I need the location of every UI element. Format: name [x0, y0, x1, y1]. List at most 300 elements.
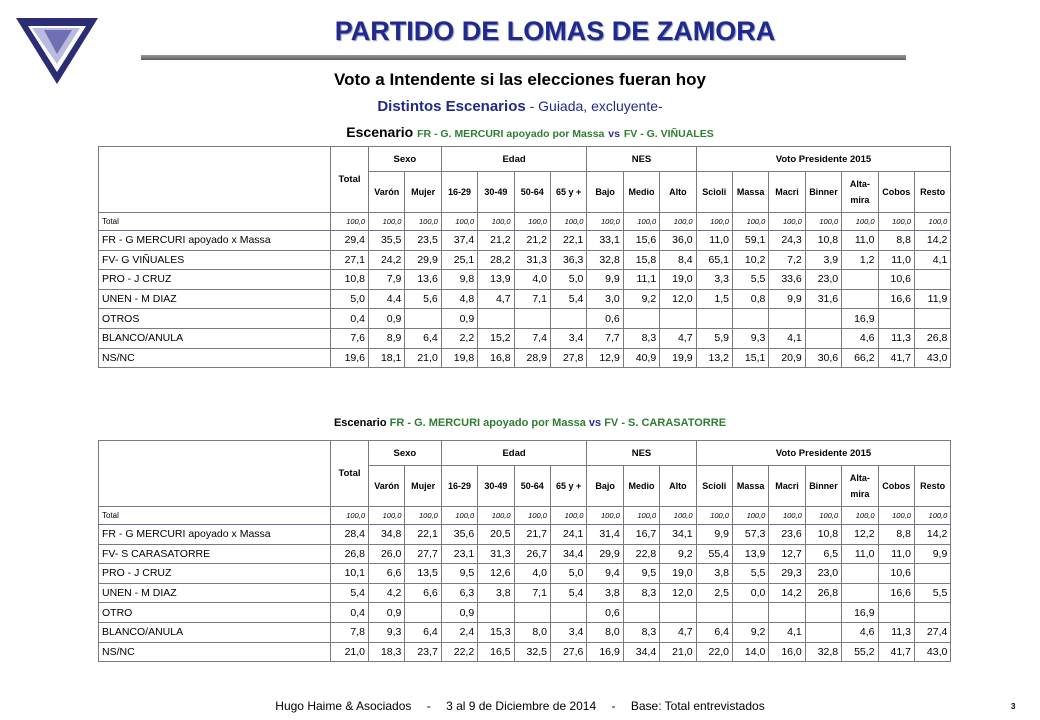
row-label: BLANCO/ANULA: [99, 328, 331, 348]
table-cell: 25,1: [441, 250, 477, 270]
table-cell: 100,0: [331, 507, 369, 525]
table-cell: 100,0: [331, 213, 369, 231]
table-cell: 11,3: [878, 328, 914, 348]
table-cell: [914, 564, 950, 584]
table-cell: 21,0: [331, 642, 369, 662]
table-cell: 10,8: [331, 270, 369, 290]
table-cell: 9,9: [769, 289, 805, 309]
column-header: Resto: [914, 466, 950, 507]
group-header: NES: [587, 147, 696, 172]
table-cell: 100,0: [660, 507, 696, 525]
table-cell: 29,9: [405, 250, 441, 270]
table-cell: 12,9: [587, 348, 623, 368]
scenarios-heading: [0, 98, 1040, 115]
table-cell: 16,9: [842, 309, 878, 329]
table-cell: [478, 603, 514, 623]
table-cell: 5,4: [331, 583, 369, 603]
table-cell: 6,6: [369, 564, 405, 584]
table-cell: 14,0: [732, 642, 768, 662]
table-cell: [623, 309, 659, 329]
table-cell: 15,8: [623, 250, 659, 270]
table-cell: 14,2: [914, 231, 950, 251]
table-cell: 4,4: [369, 289, 405, 309]
column-header: Alto: [660, 466, 696, 507]
table-cell: 9,3: [369, 622, 405, 642]
table-cell: 4,7: [660, 328, 696, 348]
group-header: Sexo: [369, 441, 442, 466]
table-cell: 14,2: [769, 583, 805, 603]
table-cell: [805, 603, 841, 623]
column-header: 50-64: [514, 466, 550, 507]
table-cell: 34,8: [369, 525, 405, 545]
table-cell: 3,9: [805, 250, 841, 270]
table-cell: 4,2: [369, 583, 405, 603]
table-cell: 8,0: [587, 622, 623, 642]
table-cell: [732, 603, 768, 623]
table-cell: 32,8: [805, 642, 841, 662]
table-cell: 9,2: [660, 544, 696, 564]
table-cell: 5,4: [550, 583, 586, 603]
row-label: FR - G MERCURI apoyado x Massa: [99, 231, 331, 251]
table-cell: 23,0: [805, 270, 841, 290]
table-cell: 5,4: [550, 289, 586, 309]
table-row: [99, 289, 951, 309]
table-cell: 31,3: [478, 544, 514, 564]
footer-base: Base: Total entrevistados: [630, 699, 765, 713]
table-cell: 35,6: [441, 525, 477, 545]
table-cell: 7,1: [514, 289, 550, 309]
table-row: [99, 525, 951, 545]
table-cell: 22,0: [696, 642, 732, 662]
table-cell: 5,9: [696, 328, 732, 348]
table-cell: 43,0: [914, 348, 950, 368]
header-corner: [99, 147, 331, 213]
table-cell: 19,9: [660, 348, 696, 368]
table-cell: 12,7: [769, 544, 805, 564]
table-cell: 6,3: [441, 583, 477, 603]
table-cell: 100,0: [623, 213, 659, 231]
table-cell: 11,3: [878, 622, 914, 642]
group-header-row: [99, 147, 951, 172]
table-cell: 16,6: [878, 583, 914, 603]
column-header: Bajo: [587, 466, 623, 507]
table-cell: 27,1: [331, 250, 369, 270]
table-cell: [696, 603, 732, 623]
group-header: NES: [587, 441, 696, 466]
table-cell: [623, 603, 659, 623]
table-cell: 19,0: [660, 270, 696, 290]
table-cell: 21,7: [514, 525, 550, 545]
column-header: Varón: [369, 172, 405, 213]
table-cell: 12,0: [660, 583, 696, 603]
table-cell: 10,1: [331, 564, 369, 584]
table-cell: 34,4: [623, 642, 659, 662]
table-cell: 4,7: [478, 289, 514, 309]
table-row: [99, 328, 951, 348]
table-cell: 9,5: [441, 564, 477, 584]
table-cell: 20,9: [769, 348, 805, 368]
row-label: FR - G MERCURI apoyado x Massa: [99, 525, 331, 545]
table-cell: 31,6: [805, 289, 841, 309]
footer-sep-1: -: [426, 699, 431, 713]
table-cell: 2,2: [441, 328, 477, 348]
table-cell: 23,0: [805, 564, 841, 584]
table-cell: 5,5: [914, 583, 950, 603]
table-cell: 30,6: [805, 348, 841, 368]
table-cell: 21,2: [478, 231, 514, 251]
table-cell: [842, 289, 878, 309]
table-cell: 33,1: [587, 231, 623, 251]
table-cell: 23,5: [405, 231, 441, 251]
table-cell: [878, 309, 914, 329]
table-cell: 36,0: [660, 231, 696, 251]
table-cell: 28,4: [331, 525, 369, 545]
table-cell: [696, 309, 732, 329]
table-cell: [514, 603, 550, 623]
column-header: 30-49: [478, 466, 514, 507]
table-cell: 4,1: [769, 622, 805, 642]
table-cell: 26,8: [331, 544, 369, 564]
table-cell: 8,3: [623, 583, 659, 603]
table-cell: 5,0: [550, 270, 586, 290]
table-cell: 7,9: [369, 270, 405, 290]
table-cell: 6,4: [405, 328, 441, 348]
table-cell: [914, 309, 950, 329]
table-cell: 100,0: [623, 507, 659, 525]
table-cell: 9,9: [696, 525, 732, 545]
table-cell: 40,9: [623, 348, 659, 368]
table-cell: 9,9: [914, 544, 950, 564]
table-cell: [805, 328, 841, 348]
table-row: [99, 213, 951, 231]
table-cell: 20,5: [478, 525, 514, 545]
column-header: Alto: [660, 172, 696, 213]
table-cell: 0,9: [441, 603, 477, 623]
table-cell: 5,5: [732, 564, 768, 584]
table-cell: 5,6: [405, 289, 441, 309]
table-cell: 13,9: [478, 270, 514, 290]
table-cell: 22,1: [550, 231, 586, 251]
table-cell: [842, 564, 878, 584]
row-label: PRO - J CRUZ: [99, 564, 331, 584]
page-title: PARTIDO DE LOMAS DE ZAMORA: [334, 16, 776, 46]
table-cell: [769, 603, 805, 623]
scenario-1-word: Escenario: [346, 124, 414, 140]
table-cell: 16,5: [478, 642, 514, 662]
table-row: [99, 544, 951, 564]
table-cell: 4,7: [660, 622, 696, 642]
table-cell: 0,8: [732, 289, 768, 309]
results-table-2: [98, 440, 951, 662]
table-row: [99, 348, 951, 368]
table-cell: 100,0: [441, 507, 477, 525]
table-cell: 34,1: [660, 525, 696, 545]
table-cell: 1,2: [842, 250, 878, 270]
table-cell: 8,3: [623, 622, 659, 642]
table-cell: 6,4: [696, 622, 732, 642]
scenario-1-fv: FV - G. VIÑUALES: [623, 128, 714, 140]
table-cell: 8,4: [660, 250, 696, 270]
column-header: Varón: [369, 466, 405, 507]
table-cell: 100,0: [696, 507, 732, 525]
table-cell: 16,9: [842, 603, 878, 623]
column-header: Cobos: [878, 172, 914, 213]
footer-author: Hugo Haime & Asociados: [275, 699, 412, 713]
table-cell: 9,3: [732, 328, 768, 348]
table-cell: 10,8: [805, 525, 841, 545]
table-cell: 7,4: [514, 328, 550, 348]
table-cell: 100,0: [478, 213, 514, 231]
table-row: [99, 231, 951, 251]
table-cell: 9,4: [587, 564, 623, 584]
table-cell: 29,3: [769, 564, 805, 584]
table-cell: 9,8: [441, 270, 477, 290]
table-cell: [805, 622, 841, 642]
table-cell: 6,5: [805, 544, 841, 564]
scenario-2-vs: vs: [588, 417, 602, 429]
table-cell: 15,2: [478, 328, 514, 348]
table-row: [99, 603, 951, 623]
table-cell: 66,2: [842, 348, 878, 368]
table-cell: 2,5: [696, 583, 732, 603]
table-cell: [878, 603, 914, 623]
table-cell: 100,0: [369, 507, 405, 525]
table-cell: 23,1: [441, 544, 477, 564]
table-cell: 41,7: [878, 642, 914, 662]
table-cell: 3,8: [478, 583, 514, 603]
column-header: Mujer: [405, 172, 441, 213]
table-cell: [660, 309, 696, 329]
table-cell: 3,4: [550, 328, 586, 348]
table-cell: 9,2: [732, 622, 768, 642]
table-cell: 26,7: [514, 544, 550, 564]
table-cell: 100,0: [769, 507, 805, 525]
row-label: NS/NC: [99, 348, 331, 368]
table-cell: 57,3: [732, 525, 768, 545]
table-cell: [550, 309, 586, 329]
table-cell: 37,4: [441, 231, 477, 251]
column-header: Cobos: [878, 466, 914, 507]
table-cell: 18,1: [369, 348, 405, 368]
table-cell: 12,2: [842, 525, 878, 545]
table-cell: 16,8: [478, 348, 514, 368]
table-cell: 100,0: [478, 507, 514, 525]
table-cell: 21,2: [514, 231, 550, 251]
column-header: Medio: [623, 466, 659, 507]
table-cell: 4,8: [441, 289, 477, 309]
table-cell: 100,0: [914, 213, 950, 231]
table-cell: 9,5: [623, 564, 659, 584]
table-cell: 9,9: [587, 270, 623, 290]
table-cell: 15,6: [623, 231, 659, 251]
table-cell: 6,6: [405, 583, 441, 603]
table-cell: 100,0: [369, 213, 405, 231]
table-cell: 13,5: [405, 564, 441, 584]
column-header: Massa: [732, 172, 768, 213]
table-cell: 16,6: [878, 289, 914, 309]
table-cell: 55,2: [842, 642, 878, 662]
table-cell: 23,7: [405, 642, 441, 662]
table-cell: 3,0: [587, 289, 623, 309]
column-header: Scioli: [696, 466, 732, 507]
table-row: [99, 309, 951, 329]
table-cell: 7,2: [769, 250, 805, 270]
row-label: OTROS: [99, 309, 331, 329]
table-cell: 100,0: [514, 213, 550, 231]
table-cell: 100,0: [805, 507, 841, 525]
table-cell: 0,9: [369, 309, 405, 329]
table-cell: 0,4: [331, 309, 369, 329]
table-cell: 100,0: [441, 213, 477, 231]
row-label: UNEN - M DIAZ: [99, 289, 331, 309]
table-cell: 12,0: [660, 289, 696, 309]
table-cell: [478, 309, 514, 329]
column-header: Medio: [623, 172, 659, 213]
column-header: 16-29: [441, 172, 477, 213]
table-cell: 13,6: [405, 270, 441, 290]
table-cell: 27,4: [914, 622, 950, 642]
table-cell: 5,0: [331, 289, 369, 309]
header-corner: [99, 441, 331, 507]
row-label: UNEN - M DIAZ: [99, 583, 331, 603]
table-cell: 31,4: [587, 525, 623, 545]
row-label: BLANCO/ANULA: [99, 622, 331, 642]
table-cell: 100,0: [514, 507, 550, 525]
table-cell: 22,8: [623, 544, 659, 564]
scenario-1-vs: vs: [608, 128, 620, 140]
table-cell: 100,0: [696, 213, 732, 231]
table-cell: 4,1: [769, 328, 805, 348]
scenario-2-fv: FV - S. CARASATORRE: [604, 417, 727, 429]
table-cell: 11,0: [842, 544, 878, 564]
column-header: Massa: [732, 466, 768, 507]
table-cell: 26,8: [914, 328, 950, 348]
table-cell: 1,5: [696, 289, 732, 309]
table-cell: 10,8: [805, 231, 841, 251]
table-cell: [732, 309, 768, 329]
table-cell: 15,3: [478, 622, 514, 642]
column-header: Alta- mira: [842, 466, 878, 507]
table-cell: 24,1: [550, 525, 586, 545]
table-cell: 100,0: [842, 507, 878, 525]
table-cell: 31,3: [514, 250, 550, 270]
table-row: [99, 622, 951, 642]
table-cell: 13,9: [732, 544, 768, 564]
table-cell: 100,0: [732, 507, 768, 525]
table-cell: 0,4: [331, 603, 369, 623]
table-cell: 4,1: [914, 250, 950, 270]
column-header: Mujer: [405, 466, 441, 507]
table-cell: 100,0: [660, 213, 696, 231]
table-row: [99, 270, 951, 290]
page-number: 3: [1011, 702, 1016, 711]
table-cell: 100,0: [550, 507, 586, 525]
table-cell: 14,2: [914, 525, 950, 545]
table-cell: 18,3: [369, 642, 405, 662]
column-header: 65 y +: [550, 172, 586, 213]
scenario-1-fr: FR - G. MERCURI apoyado por Massa: [417, 128, 605, 140]
table-cell: 8,3: [623, 328, 659, 348]
table-cell: 26,8: [805, 583, 841, 603]
table-cell: 32,5: [514, 642, 550, 662]
footer-sep-2: -: [611, 699, 616, 713]
table-cell: 8,0: [514, 622, 550, 642]
column-header: Scioli: [696, 172, 732, 213]
table-row: [99, 507, 951, 525]
subtitle: Voto a Intendente si las elecciones fueran hoy: [334, 70, 706, 89]
column-header: Macri: [769, 466, 805, 507]
table-cell: 100,0: [550, 213, 586, 231]
table-cell: 11,0: [696, 231, 732, 251]
table-cell: 100,0: [732, 213, 768, 231]
footer-date: 3 al 9 de Diciembre de 2014: [446, 699, 597, 713]
table-cell: 35,5: [369, 231, 405, 251]
table-cell: 6,4: [405, 622, 441, 642]
table-cell: 16,9: [587, 642, 623, 662]
table-cell: [769, 309, 805, 329]
table-cell: 100,0: [587, 507, 623, 525]
table-cell: 0,6: [587, 603, 623, 623]
column-header: Resto: [914, 172, 950, 213]
table-cell: 21,0: [660, 642, 696, 662]
column-header: Macri: [769, 172, 805, 213]
table-cell: 16,7: [623, 525, 659, 545]
table-cell: 100,0: [878, 213, 914, 231]
table-cell: 22,2: [441, 642, 477, 662]
table-cell: 10,6: [878, 564, 914, 584]
table-cell: 5,5: [732, 270, 768, 290]
table-cell: 11,0: [842, 231, 878, 251]
table-cell: 2,4: [441, 622, 477, 642]
column-header: Bajo: [587, 172, 623, 213]
table-cell: 19,8: [441, 348, 477, 368]
table-cell: 21,0: [405, 348, 441, 368]
row-label: NS/NC: [99, 642, 331, 662]
table-cell: 34,4: [550, 544, 586, 564]
table-cell: 100,0: [405, 213, 441, 231]
table-cell: 11,9: [914, 289, 950, 309]
table-cell: 33,6: [769, 270, 805, 290]
table-cell: 28,2: [478, 250, 514, 270]
table-cell: 10,6: [878, 270, 914, 290]
table-cell: 4,0: [514, 270, 550, 290]
table-cell: 7,1: [514, 583, 550, 603]
table-cell: 4,6: [842, 328, 878, 348]
group-header: Edad: [441, 147, 587, 172]
table-cell: [842, 583, 878, 603]
table-cell: 100,0: [878, 507, 914, 525]
table-cell: 11,0: [878, 250, 914, 270]
table-row: [99, 642, 951, 662]
row-label: FV- S CARASATORRE: [99, 544, 331, 564]
table-cell: 100,0: [769, 213, 805, 231]
table-cell: 0,9: [369, 603, 405, 623]
table-cell: 13,2: [696, 348, 732, 368]
table-cell: 100,0: [914, 507, 950, 525]
table-cell: 43,0: [914, 642, 950, 662]
table-cell: 55,4: [696, 544, 732, 564]
table-cell: [405, 309, 441, 329]
table-cell: [805, 309, 841, 329]
table-cell: 11,0: [878, 544, 914, 564]
table-cell: 9,2: [623, 289, 659, 309]
table-cell: 24,3: [769, 231, 805, 251]
table-cell: 22,1: [405, 525, 441, 545]
table-cell: 0,6: [587, 309, 623, 329]
group-header: Voto Presidente 2015: [696, 441, 951, 466]
table-cell: [550, 603, 586, 623]
column-header: 50-64: [514, 172, 550, 213]
